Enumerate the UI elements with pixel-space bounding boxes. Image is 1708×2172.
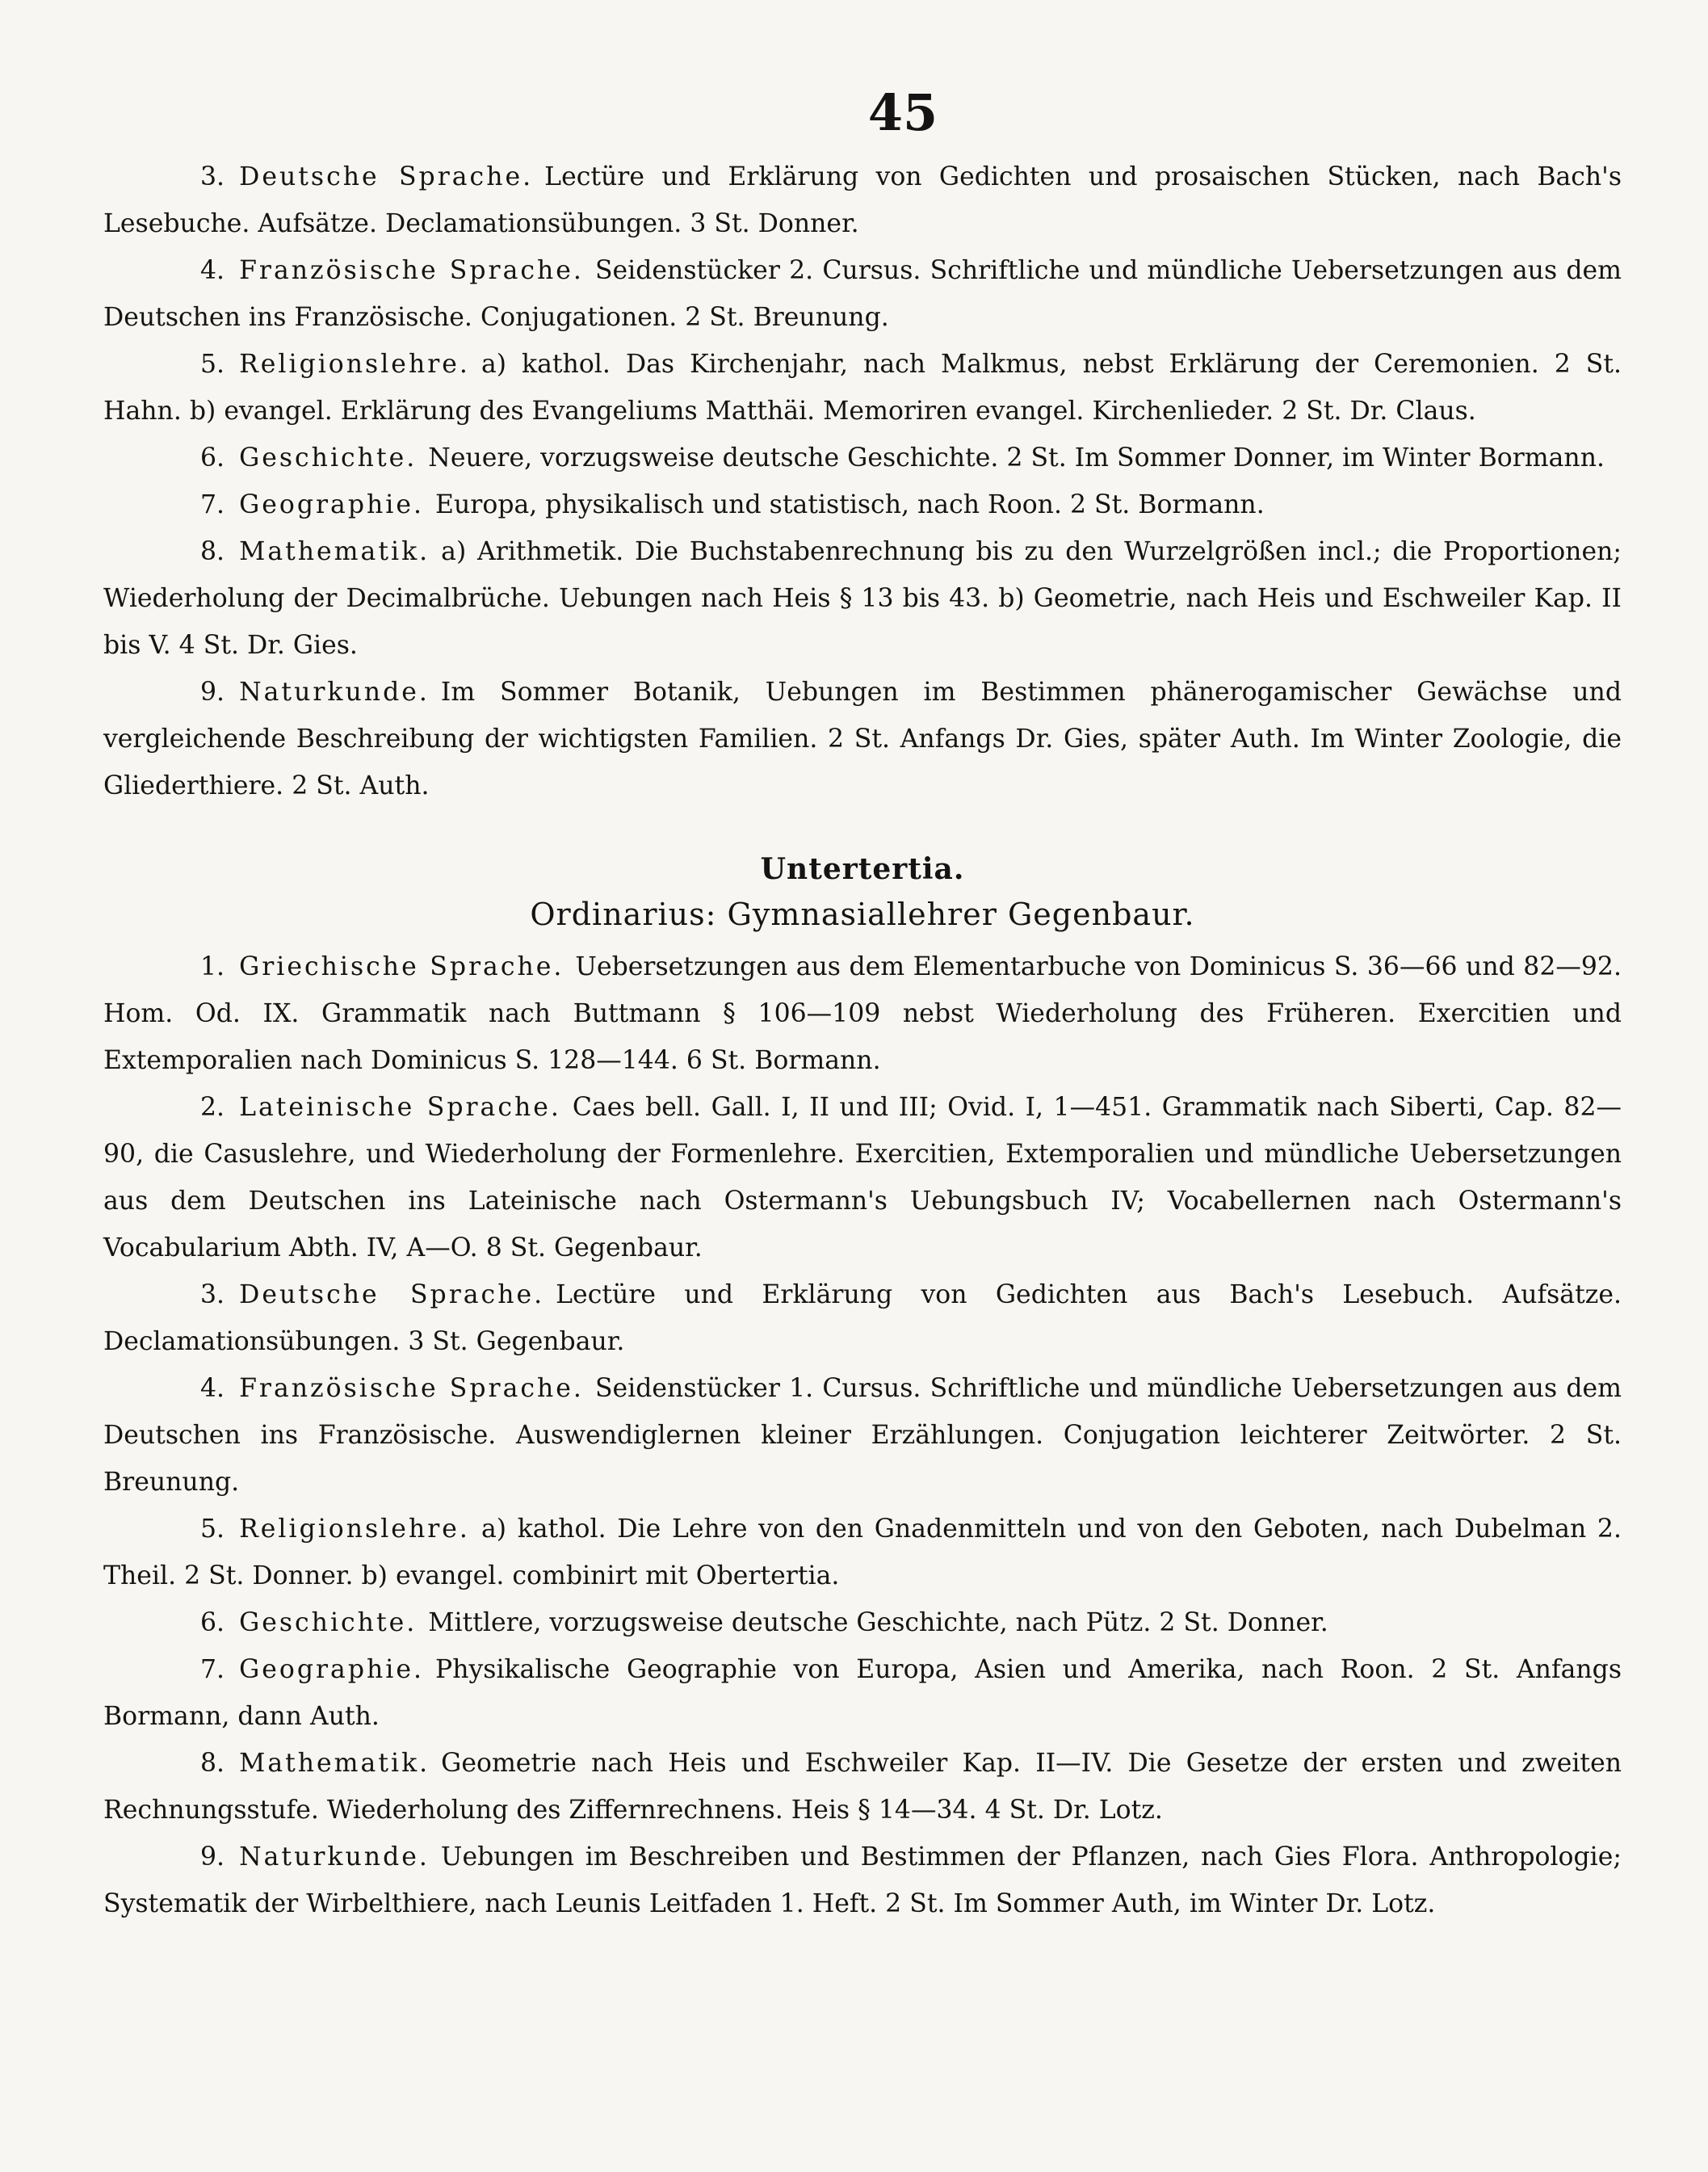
item-text: a) kathol. Das Kirchenjahr, nach Malkmus, nebst Erklärung der Ceremonien. 2 St. Hahn. b) evangel. Erklärung des Evangeliums Matthäi. Memoriren evangel. Kirchenlieder. 2 St. Dr. Claus. [103, 350, 1622, 426]
list-item [103, 341, 1622, 435]
item-subject: Französische Sprache. [239, 256, 584, 285]
item-number: 3. [200, 162, 225, 191]
list-item [103, 435, 1622, 481]
item-text: Seidenstücker 2. Cursus. Schriftliche und mündliche Uebersetzungen aus dem Deutschen ins Französische. Conjugationen. 2 St. Breunung. [103, 256, 1622, 332]
list-item [103, 1506, 1622, 1599]
item-number: 9. [200, 678, 225, 707]
item-text: Neuere, vorzugsweise deutsche Geschichte. 2 St. Im Sommer Donner, im Winter Bormann. [428, 443, 1605, 473]
list-item [103, 1084, 1622, 1271]
item-subject: Lateinische Sprache. [239, 1093, 561, 1122]
list-item [103, 1271, 1622, 1365]
item-subject: Mathematik. [239, 537, 430, 566]
list-item [103, 1740, 1622, 1834]
list-item [103, 1365, 1622, 1506]
item-subject: Geschichte. [239, 443, 418, 473]
item-number: 7. [200, 1655, 225, 1684]
list-item [103, 669, 1622, 809]
list-item [103, 247, 1622, 341]
item-subject: Religionslehre. [239, 350, 470, 379]
item-text: Caes bell. Gall. I, II und III; Ovid. I, 1—451. Grammatik nach Siberti, Cap. 82—90, die Casuslehre, und Wiederholung der Formenlehre. Exercitien, Extemporalien und mündliche Uebersetzungen aus dem Deutschen ins Lateinische nach Ostermann's Uebungsbuch IV; Vocabellernen nach Ostermann's Vocabularium Abth. IV, A—O. 8 St. Gegenbaur. [103, 1093, 1622, 1262]
section-subtitle: Ordinarius: Gymnasiallehrer Gegenbaur. [530, 897, 1195, 932]
item-subject: Französische Sprache. [239, 1374, 584, 1403]
list-item [103, 481, 1622, 528]
item-number: 8. [200, 1749, 225, 1778]
item-text: a) kathol. Die Lehre von den Gnadenmitteln und von den Geboten, nach Dubelman 2. Theil. 2 St. Donner. b) evangel. combinirt mit Obertertia. [103, 1515, 1622, 1590]
item-subject: Naturkunde. [239, 1842, 430, 1872]
section-title: Untertertia. [760, 852, 965, 886]
item-text: Lectüre und Erklärung von Gedichten und prosaischen Stücken, nach Bach's Lesebuche. Aufsätze. Declamationsübungen. 3 St. Donner. [103, 162, 1622, 238]
item-subject: Mathematik. [239, 1749, 430, 1778]
item-subject: Geographie. [239, 490, 425, 519]
lower-entries [103, 943, 1622, 1927]
item-text: Uebersetzungen aus dem Elementarbuche von Dominicus S. 36—66 und 82—92. Hom. Od. IX. Grammatik nach Buttmann § 106—109 nebst Wiederholung des Früheren. Exercitien und Extemporalien nach Dominicus S. 128—144. 6 St. Bormann. [103, 952, 1622, 1075]
item-number: 4. [200, 1374, 225, 1403]
item-subject: Geographie. [239, 1655, 425, 1684]
item-subject: Naturkunde. [239, 678, 430, 707]
list-item [103, 153, 1622, 247]
item-text: a) Arithmetik. Die Buchstabenrechnung bis zu den Wurzelgrößen incl.; die Proportionen; Wiederholung der Decimalbrüche. Uebungen nach Heis § 13 bis 43. b) Geometrie, nach Heis und Eschweiler Kap. II bis V. 4 St. Dr. Gies. [103, 537, 1622, 660]
upper-entries [103, 153, 1622, 809]
item-number: 6. [200, 443, 225, 473]
list-item [103, 1834, 1622, 1927]
item-text: Physikalische Geographie von Europa, Asien und Amerika, nach Roon. 2 St. Anfangs Bormann, dann Auth. [103, 1655, 1622, 1731]
list-item [103, 1599, 1622, 1646]
item-subject: Deutsche Sprache. [239, 162, 534, 191]
item-number: 4. [200, 256, 225, 285]
item-number: 8. [200, 537, 225, 566]
item-number: 7. [200, 490, 225, 519]
item-number: 6. [200, 1608, 225, 1637]
item-subject: Deutsche Sprache. [239, 1280, 545, 1309]
item-subject: Religionslehre. [239, 1515, 470, 1544]
item-text: Lectüre und Erklärung von Gedichten aus Bach's Lesebuch. Aufsätze. Declamationsübungen. 3 St. Gegenbaur. [103, 1280, 1622, 1356]
item-subject: Griechische Sprache. [239, 952, 564, 981]
item-number: 5. [200, 350, 225, 379]
list-item [103, 1646, 1622, 1740]
item-number: 9. [200, 1842, 225, 1872]
document-page [103, 73, 1622, 1927]
item-number: 5. [200, 1515, 225, 1544]
item-text: Seidenstücker 1. Cursus. Schriftliche und mündliche Uebersetzungen aus dem Deutschen ins Französische. Auswendiglernen kleiner Erzählungen. Conjugation leichterer Zeitwörter. 2 St. Breunung. [103, 1374, 1622, 1497]
item-number: 3. [200, 1280, 225, 1309]
list-item [103, 943, 1622, 1084]
item-number: 1. [200, 952, 225, 981]
page-number: 45 [867, 83, 938, 142]
item-text: Uebungen im Beschreiben und Bestimmen der Pflanzen, nach Gies Flora. Anthropologie; Systematik der Wirbelthiere, nach Leunis Leitfaden 1. Heft. 2 St. Im Sommer Auth, im Winter Dr. Lotz. [103, 1842, 1622, 1918]
list-item [103, 528, 1622, 669]
item-text: Im Sommer Botanik, Uebungen im Bestimmen phänerogamischer Gewächse und vergleichende Beschreibung der wichtigsten Familien. 2 St. Anfangs Dr. Gies, später Auth. Im Winter Zoologie, die Gliederthiere. 2 St. Auth. [103, 678, 1622, 800]
item-number: 2. [200, 1093, 225, 1122]
item-text: Geometrie nach Heis und Eschweiler Kap. II—IV. Die Gesetze der ersten und zweiten Rechnungsstufe. Wiederholung des Ziffernrechnens. Heis § 14—34. 4 St. Dr. Lotz. [103, 1749, 1622, 1825]
item-text: Mittlere, vorzugsweise deutsche Geschichte, nach Pütz. 2 St. Donner. [428, 1608, 1328, 1637]
item-subject: Geschichte. [239, 1608, 418, 1637]
item-text: Europa, physikalisch und statistisch, nach Roon. 2 St. Bormann. [435, 490, 1265, 519]
